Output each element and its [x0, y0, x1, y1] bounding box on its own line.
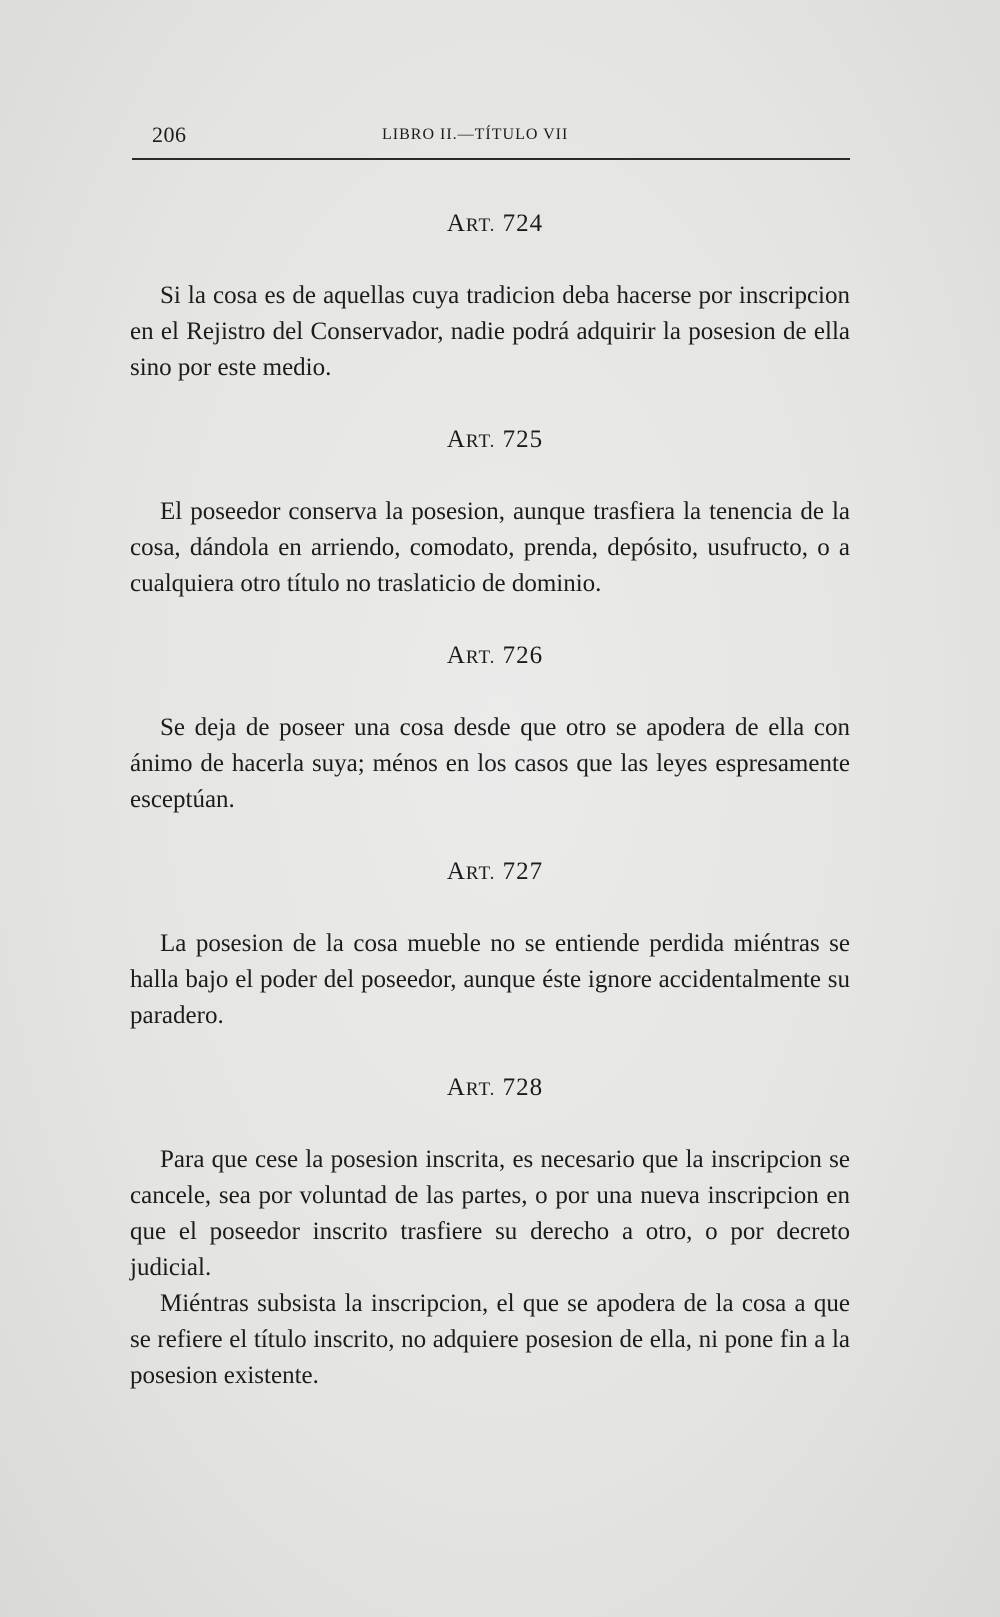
article-heading: [130, 858, 850, 886]
article-heading: [130, 642, 850, 670]
article-paragraph: Miéntras subsista la inscripcion, el que se apodera de la cosa a que se refiere el título inscrito, no adquiere posesion de ella, ni pone fin a la posesion existente.: [130, 1290, 850, 1389]
article-number: 725: [502, 426, 544, 453]
article-paragraph: Si la cosa es de aquellas cuya tradicion deba hacerse por inscripcion en el Rejistro del Conservador, nadie podrá adquirir la posesion de ella sino por este medio.: [130, 282, 850, 381]
page-body: [130, 210, 850, 1434]
heading-smallcaps: RT.: [465, 647, 496, 668]
article-paragraph: El poseedor conserva la posesion, aunque trasfiera la tenencia de la cosa, dándola en arriendo, comodato, prenda, depósito, usufructo, o a cualquiera otro título no traslaticio de dominio.: [130, 498, 850, 597]
article-726: [130, 642, 850, 818]
article-paragraph: La posesion de la cosa mueble no se entiende perdida miéntras se halla bajo el poder del poseedor, aunque éste ignore accidentalmente su paradero.: [130, 930, 850, 1029]
article-727: [130, 858, 850, 1034]
page-number: 206: [152, 122, 187, 147]
article-number: 727: [502, 858, 544, 885]
article-heading: [130, 1074, 850, 1102]
article-number: 726: [502, 642, 544, 669]
heading-prefix: A: [446, 210, 466, 237]
article-728: [130, 1074, 850, 1394]
article-paragraph: Para que cese la posesion inscrita, es necesario que la inscripcion se cancele, sea por voluntad de las partes, o por una nueva inscripcion en que el poseedor inscrito trasfiere su derecho a otro, o por decreto judicial.: [130, 1146, 850, 1281]
article-heading: [130, 426, 850, 454]
heading-prefix: A: [446, 642, 466, 669]
heading-smallcaps: RT.: [465, 863, 496, 884]
article-725: [130, 426, 850, 602]
article-724: [130, 210, 850, 386]
heading-prefix: A: [446, 858, 466, 885]
running-header: [132, 118, 850, 160]
running-title: LIBRO II.—TÍTULO VII: [382, 126, 569, 143]
heading-smallcaps: RT.: [465, 431, 496, 452]
heading-smallcaps: RT.: [465, 1079, 496, 1100]
heading-smallcaps: RT.: [465, 215, 496, 236]
article-paragraph: Se deja de poseer una cosa desde que otro se apodera de ella con ánimo de hacerla suya; ménos en los casos que las leyes espresamente esceptúan.: [130, 714, 850, 813]
article-number: 728: [502, 1074, 544, 1101]
heading-prefix: A: [446, 1074, 466, 1101]
heading-prefix: A: [446, 426, 466, 453]
article-number: 724: [502, 210, 544, 237]
article-heading: [130, 210, 850, 238]
